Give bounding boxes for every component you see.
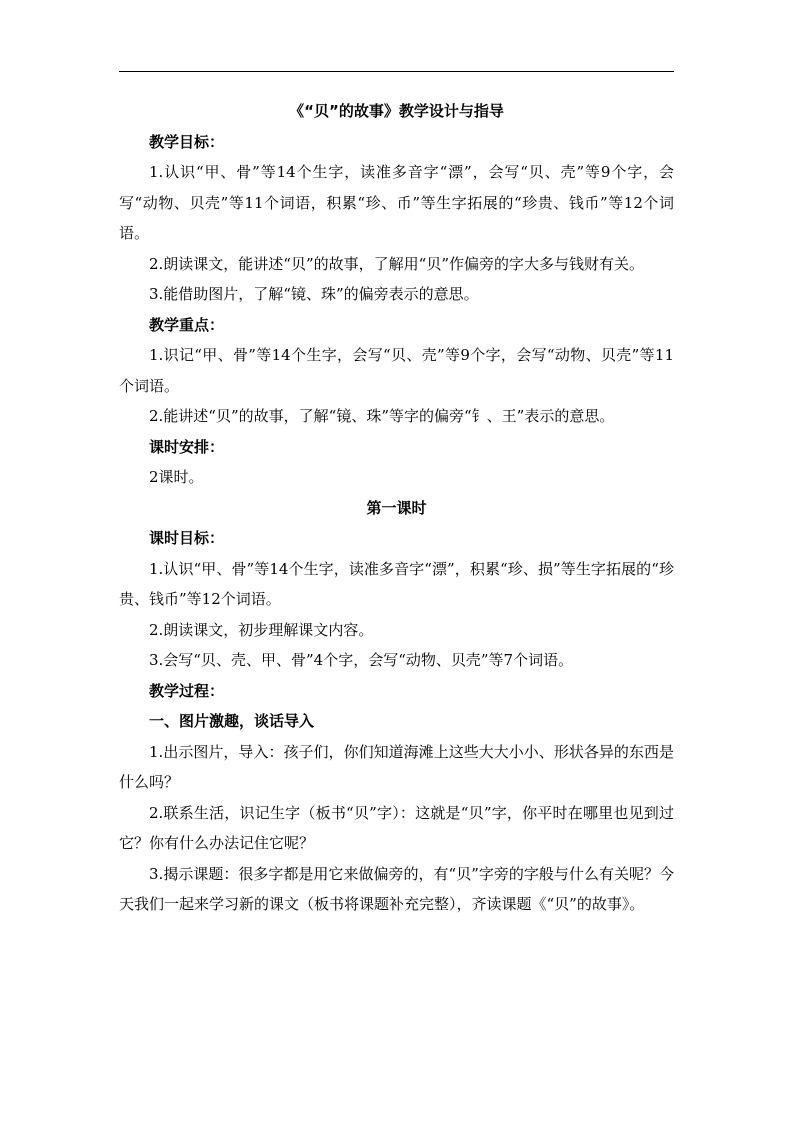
goals-heading: 教学目标： xyxy=(149,132,225,151)
schedule-heading: 课时安排： xyxy=(149,437,225,456)
process-heading: 教学过程： xyxy=(149,681,225,700)
goal-item-2: 2.朗读课文，能讲述“贝”的故事，了解用“贝”作偏旁的字大多与钱财有关。 xyxy=(149,254,644,273)
step1-item-1: 1.出示图片，导入：孩子们，你们知道海滩上这些大大小小、形状各异的东西是什么吗？ xyxy=(119,742,674,791)
lesson1-goal-item-2: 2.朗读课文，初步理解课文内容。 xyxy=(149,620,374,639)
goal-item-3: 3.能借助图片，了解“镜、珠”的偏旁表示的意思。 xyxy=(149,285,479,303)
step1-item-3: 3.揭示课题：很多字都是用它来做偏旁的，有“贝”字旁的字般与什么有关呢？今天我们一起来学习新的课文（板书将课题补充完整），齐读课题《“贝”的故事》。 xyxy=(119,864,674,913)
goal-item-1: 1.认识“甲、骨”等14个生字，读准多音字“漂”，会写“贝、壳”等9个字，会写“动物、贝壳”等11个词语，积累“珍、币”等生字拓展的“珍贵、钱币”等12个词语。 xyxy=(119,163,674,242)
lesson1-goal-item-1: 1.认识“甲、骨”等14个生字，读准多音字“漂”，积累“珍、损”等生字拓展的“珍贵、钱币”等12个词语。 xyxy=(119,559,674,608)
schedule-text: 2课时。 xyxy=(149,468,204,486)
lesson1-goals-heading: 课时目标： xyxy=(149,529,225,547)
step1-heading: 一、图片激趣，谈话导入 xyxy=(149,712,315,730)
document-title: 《“贝”的故事》教学设计与指导 xyxy=(289,102,504,120)
header-rule xyxy=(119,71,674,72)
key-points-heading: 教学重点： xyxy=(149,315,225,334)
lesson1-goal-item-3: 3.会写“贝、壳、甲、骨”4个字，会写“动物、贝壳”等7个词语。 xyxy=(149,651,574,669)
key-point-item-1: 1.识记“甲、骨”等14个生字，会写“贝、壳”等9个字，会写“动物、贝壳”等11个词语。 xyxy=(119,346,674,395)
document-body xyxy=(119,96,674,920)
lesson1-title: 第一课时 xyxy=(366,498,427,517)
step1-item-2: 2.联系生活，识记生字（板书“贝”字）：这就是“贝”字，你平时在哪里也见到过它？你有什么办法记住它呢？ xyxy=(119,803,674,852)
key-point-item-2: 2.能讲述“贝”的故事，了解“镜、珠”等字的偏旁“钅、王”表示的意思。 xyxy=(149,407,615,425)
